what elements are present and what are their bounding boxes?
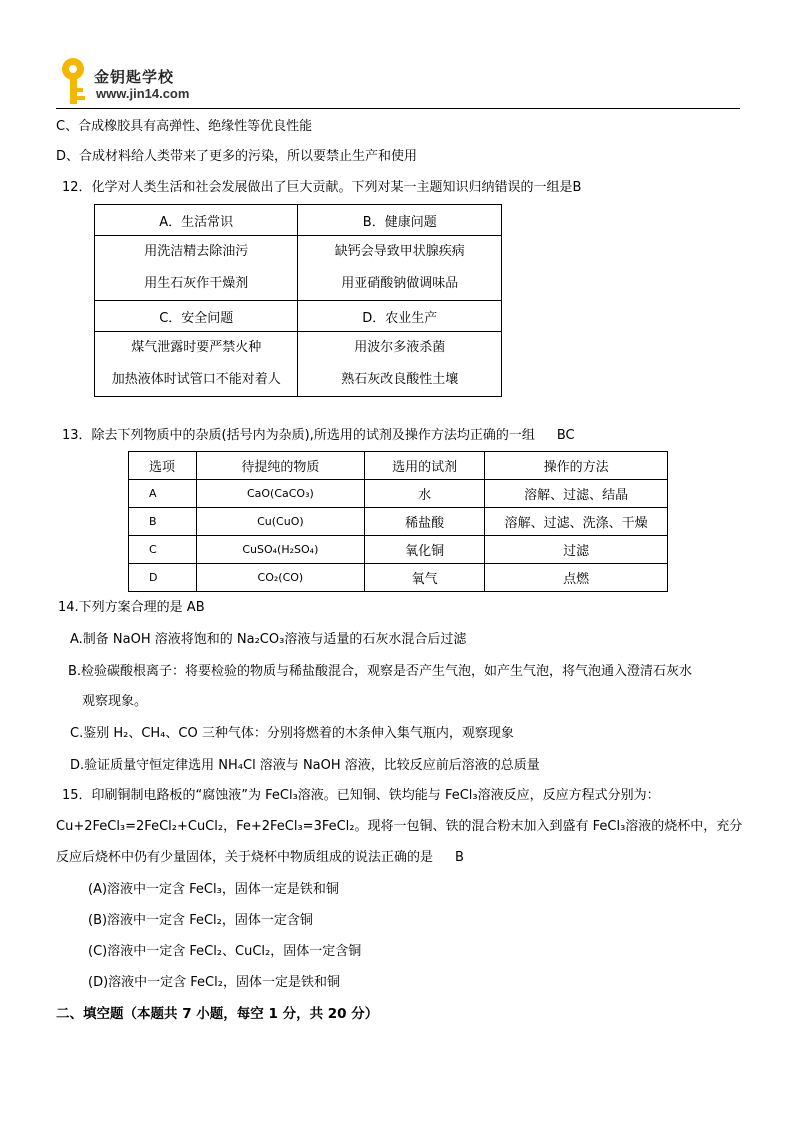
q12-d-item: 熟石灰改良酸性土壤 [341, 372, 459, 387]
header-divider [56, 108, 740, 109]
q14-option-b-cont: 观察现象。 [82, 694, 148, 709]
row-method: 溶解、过滤、结晶 [485, 480, 668, 508]
col-option: 选项 [129, 452, 197, 480]
q12-b-item: 缺钙会导致甲状腺疾病 [334, 244, 465, 259]
row-option: C [129, 536, 197, 564]
q15-answer: B [455, 850, 464, 865]
row-substance: Cu(CuO) [196, 508, 364, 536]
question-15-line2: Cu+2FeCl₃=2FeCl₂+CuCl₂，Fe+2FeCl₃=3FeCl₂。现将一包铜、铁的混合粉末加入到盛有 FeCl₃溶液的烧杯中，充分 [56, 819, 743, 834]
question-15-line3 [56, 850, 464, 866]
col-reagent: 选用的试剂 [365, 452, 485, 480]
row-substance: CuSO₄(H₂SO₄) [196, 536, 364, 564]
q14-option-c: C.鉴别 H₂、CH₄、CO 三种气体：分别将燃着的木条伸入集气瓶内，观察现象 [70, 726, 514, 741]
q12-d-item: 用波尔多液杀菌 [354, 340, 446, 355]
q14-option-b: B.检验碳酸根离子：将要检验的物质与稀盐酸混合，观察是否产生气泡，如产生气泡，将气泡通入澄清石灰水 [68, 664, 693, 679]
question-15-line1: 15．印刷铜制电路板的“腐蚀液”为 FeCl₃溶液。已知铜、铁均能与 FeCl₃溶液反应，反应方程式分别为： [62, 788, 660, 803]
row-substance: CaO(CaCO₃) [196, 480, 364, 508]
row-reagent: 氧化铜 [365, 536, 485, 564]
q12-d-body [298, 332, 502, 397]
row-option: D [129, 564, 197, 592]
q12-d-head: D．农业生产 [298, 301, 502, 332]
logo-url: www.jin14.com [96, 86, 190, 101]
table-row [129, 564, 668, 592]
row-method: 过滤 [485, 536, 668, 564]
q12-b-head: B．健康问题 [298, 205, 502, 236]
page-header [56, 56, 740, 108]
row-method: 溶解、过滤、洗涤、干燥 [485, 508, 668, 536]
col-substance: 待提纯的物质 [196, 452, 364, 480]
question-13-table [128, 451, 668, 592]
section-2-title: 二、填空题（本题共 7 小题，每空 1 分，共 20 分） [56, 1006, 379, 1022]
row-option: B [129, 508, 197, 536]
q13-stem-text: 13．除去下列物质中的杂质(括号内为杂质),所选用的试剂及操作方法均正确的一组 [62, 428, 535, 443]
q12-c-item: 加热液体时试管口不能对着人 [111, 372, 281, 387]
q12-b-item: 用亚硝酸钠做调味品 [341, 276, 459, 291]
question-13-stem [62, 428, 575, 444]
q12-a-body [95, 236, 298, 301]
row-method: 点燃 [485, 564, 668, 592]
q14-option-a: A.制备 NaOH 溶液将饱和的 Na₂CO₃溶液与适量的石灰水混合后过滤 [70, 632, 467, 647]
q12-a-item: 用生石灰作干燥剂 [144, 276, 249, 291]
option-d-prev: D、合成材料给人类带来了更多的污染，所以要禁止生产和使用 [56, 149, 418, 164]
q15-option-a: (A)溶液中一定含 FeCl₃，固体一定是铁和铜 [88, 882, 339, 897]
row-reagent: 水 [365, 480, 485, 508]
option-c-prev: C、合成橡胶具有高弹性、绝缘性等优良性能 [56, 119, 313, 134]
col-method: 操作的方法 [485, 452, 668, 480]
table-row [129, 508, 668, 536]
table-row [129, 536, 668, 564]
q12-c-body [95, 332, 298, 397]
table-row [129, 480, 668, 508]
q15-option-c: (C)溶液中一定含 FeCl₂、CuCl₂，固体一定含铜 [88, 944, 362, 959]
row-substance: CO₂(CO) [196, 564, 364, 592]
q14-option-d: D.验证质量守恒定律选用 NH₄Cl 溶液与 NaOH 溶液，比较反应前后溶液的总质量 [70, 758, 540, 773]
q12-b-body [298, 236, 502, 301]
q13-answer: BC [556, 428, 575, 443]
q12-a-head: A．生活常识 [95, 205, 298, 236]
key-logo-icon [56, 56, 94, 108]
q12-c-head: C．安全问题 [95, 301, 298, 332]
question-12-table [94, 204, 502, 397]
q15-line3-text: 反应后烧杯中仍有少量固体，关于烧杯中物质组成的说法正确的是 [56, 850, 434, 865]
question-14-stem: 14.下列方案合理的是 AB [58, 600, 205, 615]
q15-option-d: (D)溶液中一定含 FeCl₂，固体一定是铁和铜 [88, 975, 340, 990]
logo-name: 金钥匙学校 [94, 68, 175, 86]
row-option: A [129, 480, 197, 508]
q15-option-b: (B)溶液中一定含 FeCl₂，固体一定含铜 [88, 913, 313, 928]
row-reagent: 氧气 [365, 564, 485, 592]
q12-c-item: 煤气泄露时要严禁火种 [131, 340, 262, 355]
question-12-stem: 12．化学对人类生活和社会发展做出了巨大贡献。下列对某一主题知识归纳错误的一组是B [62, 180, 582, 195]
table-header-row [129, 452, 668, 480]
q12-a-item: 用洗洁精去除油污 [144, 244, 249, 259]
row-reagent: 稀盐酸 [365, 508, 485, 536]
